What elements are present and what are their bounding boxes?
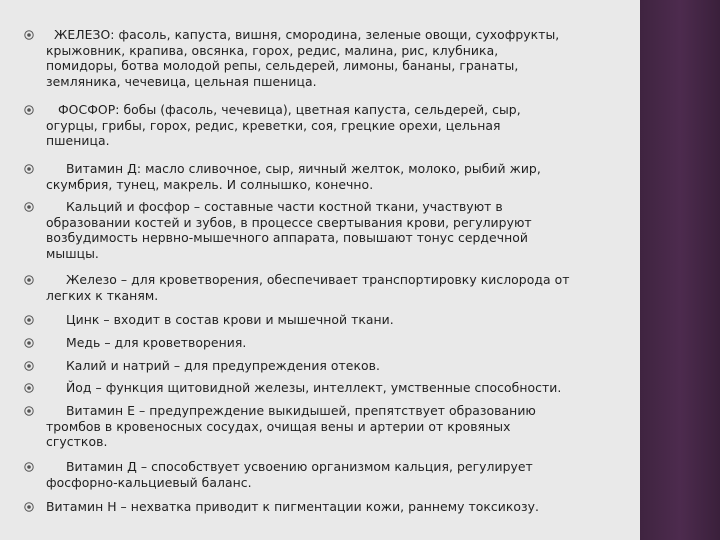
- list-item-text: ФОСФОР: бобы (фасоль, чечевица), цветная капуста, сельдерей, сыр, огурцы, грибы, горох, редис, креветки, соя, грецкие орехи, цельная пшеница.: [46, 102, 521, 149]
- list-item-text: ЖЕЛЕЗО: фасоль, капуста, вишня, смородина, зеленые овощи, сухофрукты, крыжовник, крапива, овсянка, горох, редис, малина, рис, клубника, помидоры, ботва молодой репы, сельдерей, лимоны, бананы, гранаты, земляника, чечевица, цельная пшеница.: [46, 27, 560, 89]
- list-item: [46, 199, 602, 261]
- circled-dot-bullet-icon: [24, 202, 34, 212]
- list-item-text: Витамин Е – предупреждение выкидышей, препятствует образованию тромбов в кровеносных сосудах, очищая вены и артерии от кровяных сгустков.: [46, 403, 536, 450]
- list-item: [46, 335, 602, 351]
- list-item-text: Калий и натрий – для предупреждения отеков.: [46, 358, 380, 373]
- list-item: [46, 272, 602, 303]
- list-item: [46, 102, 602, 149]
- list-item: [46, 358, 602, 374]
- decorative-sidebar: [640, 0, 720, 540]
- list-item: [46, 161, 602, 192]
- list-item: [46, 499, 602, 515]
- circled-dot-bullet-icon: [24, 361, 34, 371]
- list-item-text: Железо – для кроветворения, обеспечивает транспортировку кислорода от легких к тканям.: [46, 272, 570, 303]
- circled-dot-bullet-icon: [24, 30, 34, 40]
- list-item: [46, 380, 602, 396]
- list-item-text: Витамин Д: масло сливочное, сыр, яичный желток, молоко, рыбий жир, скумбрия, тунец, макрель. И солнышко, конечно.: [46, 161, 541, 192]
- list-item-text: Витамин Д – способствует усвоению организмом кальция, регулирует фосфорно-кальциевый баланс.: [46, 459, 533, 490]
- list-item: [46, 312, 602, 328]
- list-item: [46, 459, 602, 490]
- list-item-text: Йод – функция щитовидной железы, интеллект, умственные способности.: [46, 380, 562, 395]
- list-item-text: Витамин Н – нехватка приводит к пигментации кожи, раннему токсикозу.: [46, 499, 540, 514]
- circled-dot-bullet-icon: [24, 164, 34, 174]
- circled-dot-bullet-icon: [24, 383, 34, 393]
- list-item: [46, 403, 602, 450]
- list-item-text: Кальций и фосфор – составные части костной ткани, участвуют в образовании костей и зубов, в процессе свертывания крови, регулируют возбудимость нервно-мышечного аппарата, повышают тонус сердечной мышцы.: [46, 199, 532, 261]
- circled-dot-bullet-icon: [24, 275, 34, 285]
- list-item-text: Медь – для кроветворения.: [46, 335, 247, 350]
- circled-dot-bullet-icon: [24, 406, 34, 416]
- circled-dot-bullet-icon: [24, 105, 34, 115]
- list-item: [46, 27, 602, 89]
- circled-dot-bullet-icon: [24, 462, 34, 472]
- circled-dot-bullet-icon: [24, 315, 34, 325]
- circled-dot-bullet-icon: [24, 338, 34, 348]
- list-item-text: Цинк – входит в состав крови и мышечной ткани.: [46, 312, 394, 327]
- circled-dot-bullet-icon: [24, 502, 34, 512]
